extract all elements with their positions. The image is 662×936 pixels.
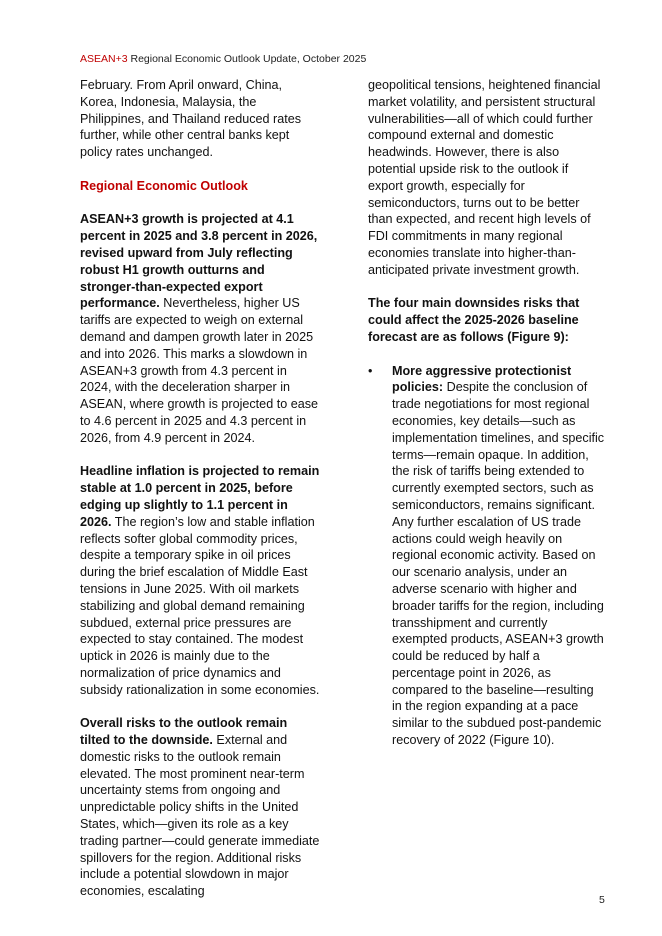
growth-lead: ASEAN+3 growth is projected at 4.1 percent in 2025 and 3.8 percent in 2026, revised upward from July reflecting robust H1 growth outturns and stronger-than-expected export performance. (80, 212, 318, 311)
bullet-lead: More aggressive protectionist policies: (392, 363, 572, 395)
risks-body: External and domestic risks to the outlook remain elevated. The most prominent near-term uncertainty stems from ongoing and unpredictable policy shifts in the United States, which—given its role as a key trading partner—could generate immediate spillovers for the region. Additional risks include a potential slowdown in major economies, escalating (80, 733, 320, 899)
list-item (368, 363, 606, 749)
left-column (80, 77, 320, 917)
running-header-title: Regional Economic Outlook Update, October 2025 (127, 53, 367, 65)
intro-paragraph: February. From April onward, China, Korea, Indonesia, Malaysia, the Philippines, and Thailand reduced rates further, while other central banks kept policy rates unchanged. (80, 78, 302, 160)
downside-risks-list (368, 363, 606, 749)
right-column (368, 77, 606, 749)
running-header (80, 53, 366, 65)
section-heading-regional-outlook: Regional Economic Outlook (80, 178, 248, 193)
growth-body: Nevertheless, higher US tariffs are expected to weigh on external demand and dampen growth later in 2025 and into 2026. This marks a slowdown in ASEAN+3 growth from 4.3 percent in 2024, with the deceleration sharper in ASEAN, where growth is projected to ease to 4.6 percent in 2025 and 4.3 percent in 2026, from 4.9 percent in 2024. (80, 296, 319, 445)
risks-lead: Overall risks to the outlook remain tilted to the downside. (80, 716, 288, 748)
bullet-icon: • (368, 363, 373, 378)
page-number: 5 (599, 894, 605, 906)
inflation-lead: Headline inflation is projected to remain stable at 1.0 percent in 2025, before edging up slightly to 1.1 percent in 2026. (80, 464, 320, 529)
growth-paragraph (80, 211, 320, 446)
bullet-body: Despite the conclusion of trade negotiations for most regional economies, key details—such as implementation timelines, and specific terms—remain opaque. In addition, the risk of tariffs being extended to currently exempted sectors, such as semiconductors, remains significant. Any further escalation of US trade actions could weigh heavily on regional economic activity. Based on our scenario analysis, under an adverse scenario with higher and broader tariffs for the region, including transshipment and currently exempted products, ASEAN+3 growth could be reduced by half a percentage point in 2026, as compared to the baseline—resulting in the region expanding at a pace similar to the subdued post-pandemic recovery of 2022 (Figure 10). (392, 380, 605, 748)
inflation-body: The region’s low and stable inflation reflects softer global commodity prices, despite a temporary spike in oil prices during the brief escalation of Middle East tensions in June 2025. With oil markets stabilizing and global demand remaining subdued, external price pressures are expected to stay contained. The modest uptick in 2026 is mainly due to the normalization of price dynamics and subsidy rationalization in some economies. (80, 514, 320, 697)
risks-paragraph (80, 715, 320, 900)
downside-risks-heading (368, 295, 606, 345)
downside-risks-heading-text: The four main downsides risks that could affect the 2025-2026 baseline forecast are as follows (Figure 9): (368, 296, 580, 344)
running-header-brand: ASEAN+3 (80, 53, 128, 65)
continuation-paragraph: geopolitical tensions, heightened financial market volatility, and persistent structural vulnerabilities—all of which could further compound external and domestic headwinds. However, there is also potential upside risk to the outlook if export growth, especially for semiconductors, turns out to be better than expected, and recent high levels of FDI commitments in many regional economies translate into higher-than-anticipated private investment growth. (368, 78, 601, 277)
inflation-paragraph (80, 463, 320, 698)
